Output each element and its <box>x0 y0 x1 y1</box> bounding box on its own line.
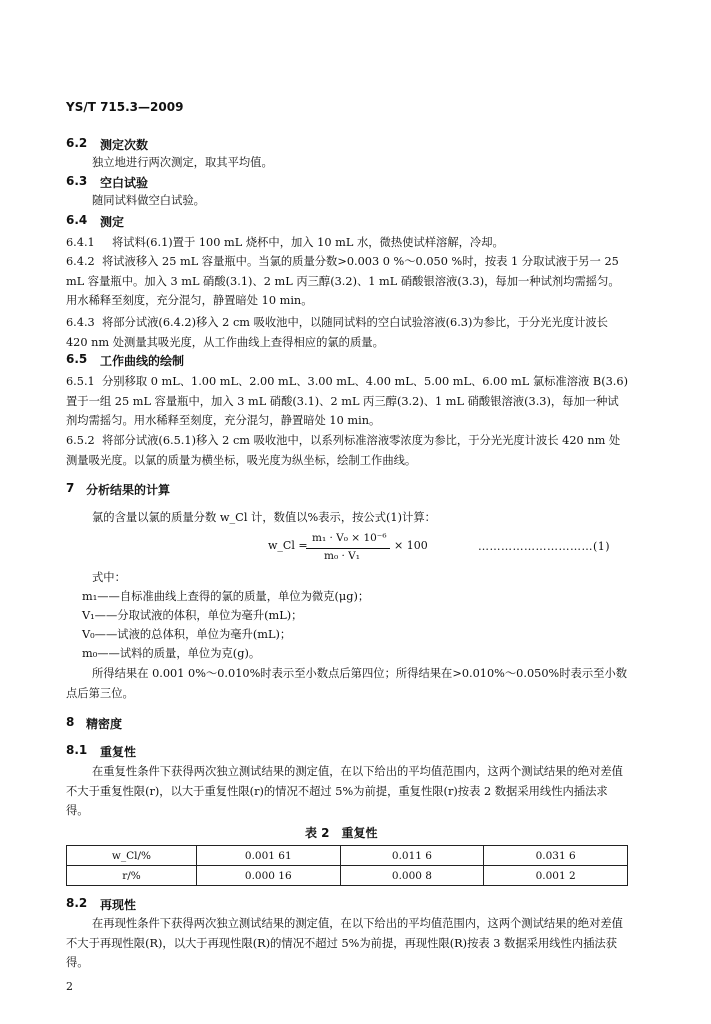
table-cell: 0.031 6 <box>484 846 628 866</box>
section-6-4-title: 测定 <box>100 215 125 229</box>
section-8-1-text: 在重复性条件下获得两次独立测试结果的测定值，在以下给出的平均值范围内，这两个测试结果的绝对差值不大于重复性限(r)，以大于重复性限(r)的情况不超过 5%为前提，重复性限(r)按表 2 数据采用线性内插法求得。 <box>66 765 623 817</box>
formula-rhs: × 100 <box>394 539 428 552</box>
result-precision-text: 所得结果在 0.001 0%～0.010%时表示至小数点后第四位；所得结果在>0.010%～0.050%时表示至小数点后第三位。 <box>66 667 628 700</box>
table-cell: r/% <box>67 866 197 886</box>
section-6-3-title: 空白试验 <box>100 176 149 190</box>
section-6-4-3-text: 将部分试液(6.4.2)移入 2 cm 吸收池中，以随同试料的空白试验溶液(6.3)为参比，于分光光度计波长 420 nm 处测量其吸光度，从工作曲线上查得相应的氯的质量。 <box>66 316 608 349</box>
table-row <box>67 866 628 886</box>
section-8-2-text: 在再现性条件下获得两次独立测试结果的测定值，在以下给出的平均值范围内，这两个测试结果的绝对差值不大于再现性限(R)，以大于再现性限(R)的情况不超过 5%为前提，再现性限(R)按表 3 数据采用线性内插法获得。 <box>66 917 623 969</box>
section-6-3-text: 随同试料做空白试验。 <box>92 194 205 207</box>
table-cell: 0.001 2 <box>484 866 628 886</box>
formula-1 <box>268 528 428 568</box>
section-6-5-1-number: 6.5.1 <box>66 375 95 388</box>
section-7-number: 7 <box>66 481 75 495</box>
section-6-5-2 <box>66 431 628 470</box>
section-8-number: 8 <box>66 715 75 729</box>
section-6-4-2-text: 将试液移入 25 mL 容量瓶中。当氯的质量分数>0.003 0 %～0.050 %时，按表 1 分取试液于另一 25 mL 容量瓶中。加入 3 mL 硝酸(3.1)、2 mL 丙三醇(3.2)、1 mL 硝酸银溶液(3.3)，每加一种试剂均需摇匀。用水稀释至刻度，充分混匀，静置暗处 10 min。 <box>66 255 620 307</box>
section-8-title: 精密度 <box>86 717 123 731</box>
section-6-4-1-text: 将试料(6.1)置于 100 mL 烧杯中，加入 10 mL 水，微热使试样溶解，冷却。 <box>112 236 504 249</box>
section-6-4-1-number: 6.4.1 <box>66 236 95 249</box>
section-6-3-number: 6.3 <box>66 174 88 188</box>
formula-numerator: m₁ · V₀ × 10⁻⁶ <box>312 532 387 544</box>
fraction-bar <box>306 548 390 549</box>
table-cell: 0.000 16 <box>196 866 340 886</box>
formula-label: …………………………(1) <box>478 540 611 553</box>
where-item-m0: m₀——试料的质量，单位为克(g)。 <box>82 647 261 660</box>
section-7-intro: 氯的含量以氯的质量分数 w_Cl 计，数值以%表示，按公式(1)计算： <box>92 511 436 524</box>
section-6-5-1 <box>66 372 628 431</box>
section-6-5-2-number: 6.5.2 <box>66 434 95 447</box>
formula-denominator: m₀ · V₁ <box>324 550 360 562</box>
section-6-5-1-text: 分别移取 0 mL、1.00 mL、2.00 mL、3.00 mL、4.00 mL、5.00 mL、6.00 mL 氯标准溶液 B(3.6)置于一组 25 mL 容量瓶中，加入 3 mL 硝酸(3.1)、2 mL 丙三醇(3.2)、1 mL 硝酸银溶液(3.3)，每加一种试剂均需摇匀。用水稀释至刻度，充分混匀，静置暗处 10 min。 <box>66 375 628 427</box>
where-item-v0: V₀——试液的总体积，单位为毫升(mL)； <box>82 628 292 641</box>
table-cell: 0.001 61 <box>196 846 340 866</box>
table-cell: w_Cl/% <box>67 846 197 866</box>
section-6-5-2-text: 将部分试液(6.5.1)移入 2 cm 吸收池中，以系列标准溶液零浓度为参比，于分光光度计波长 420 nm 处测量吸光度。以氯的质量为横坐标，吸光度为纵坐标，绘制工作曲线。 <box>66 434 621 467</box>
table-cell: 0.000 8 <box>340 866 484 886</box>
section-8-1-number: 8.1 <box>66 743 88 757</box>
section-6-5-number: 6.5 <box>66 352 88 366</box>
table-2 <box>66 845 628 886</box>
where-item-v1: V₁——分取试液的体积，单位为毫升(mL)； <box>82 609 303 622</box>
formula-lhs: w_Cl = <box>268 539 308 552</box>
section-6-4-2 <box>66 252 628 311</box>
section-8-2-number: 8.2 <box>66 896 88 910</box>
where-intro: 式中： <box>92 571 126 584</box>
table-cell: 0.011 6 <box>340 846 484 866</box>
standard-code: YS/T 715.3—2009 <box>66 100 184 114</box>
section-6-4-number: 6.4 <box>66 213 88 227</box>
section-6-4-3-number: 6.4.3 <box>66 316 95 329</box>
section-6-2-text: 独立地进行两次测定，取其平均值。 <box>92 156 273 169</box>
where-item-m1: m₁——自标准曲线上查得的氯的质量，单位为微克(μg)； <box>82 590 370 603</box>
section-6-4-2-number: 6.4.2 <box>66 255 95 268</box>
section-6-2-number: 6.2 <box>66 136 88 150</box>
section-6-4-3 <box>66 313 628 352</box>
page-number: 2 <box>66 980 73 993</box>
table-row <box>67 846 628 866</box>
section-8-1-title: 重复性 <box>100 745 137 759</box>
table-2-caption: 表 2 重复性 <box>305 826 378 840</box>
section-6-5-title: 工作曲线的绘制 <box>100 354 185 368</box>
section-8-2-title: 再现性 <box>100 898 137 912</box>
section-7-title: 分析结果的计算 <box>86 483 171 497</box>
section-6-2-title: 测定次数 <box>100 138 149 152</box>
